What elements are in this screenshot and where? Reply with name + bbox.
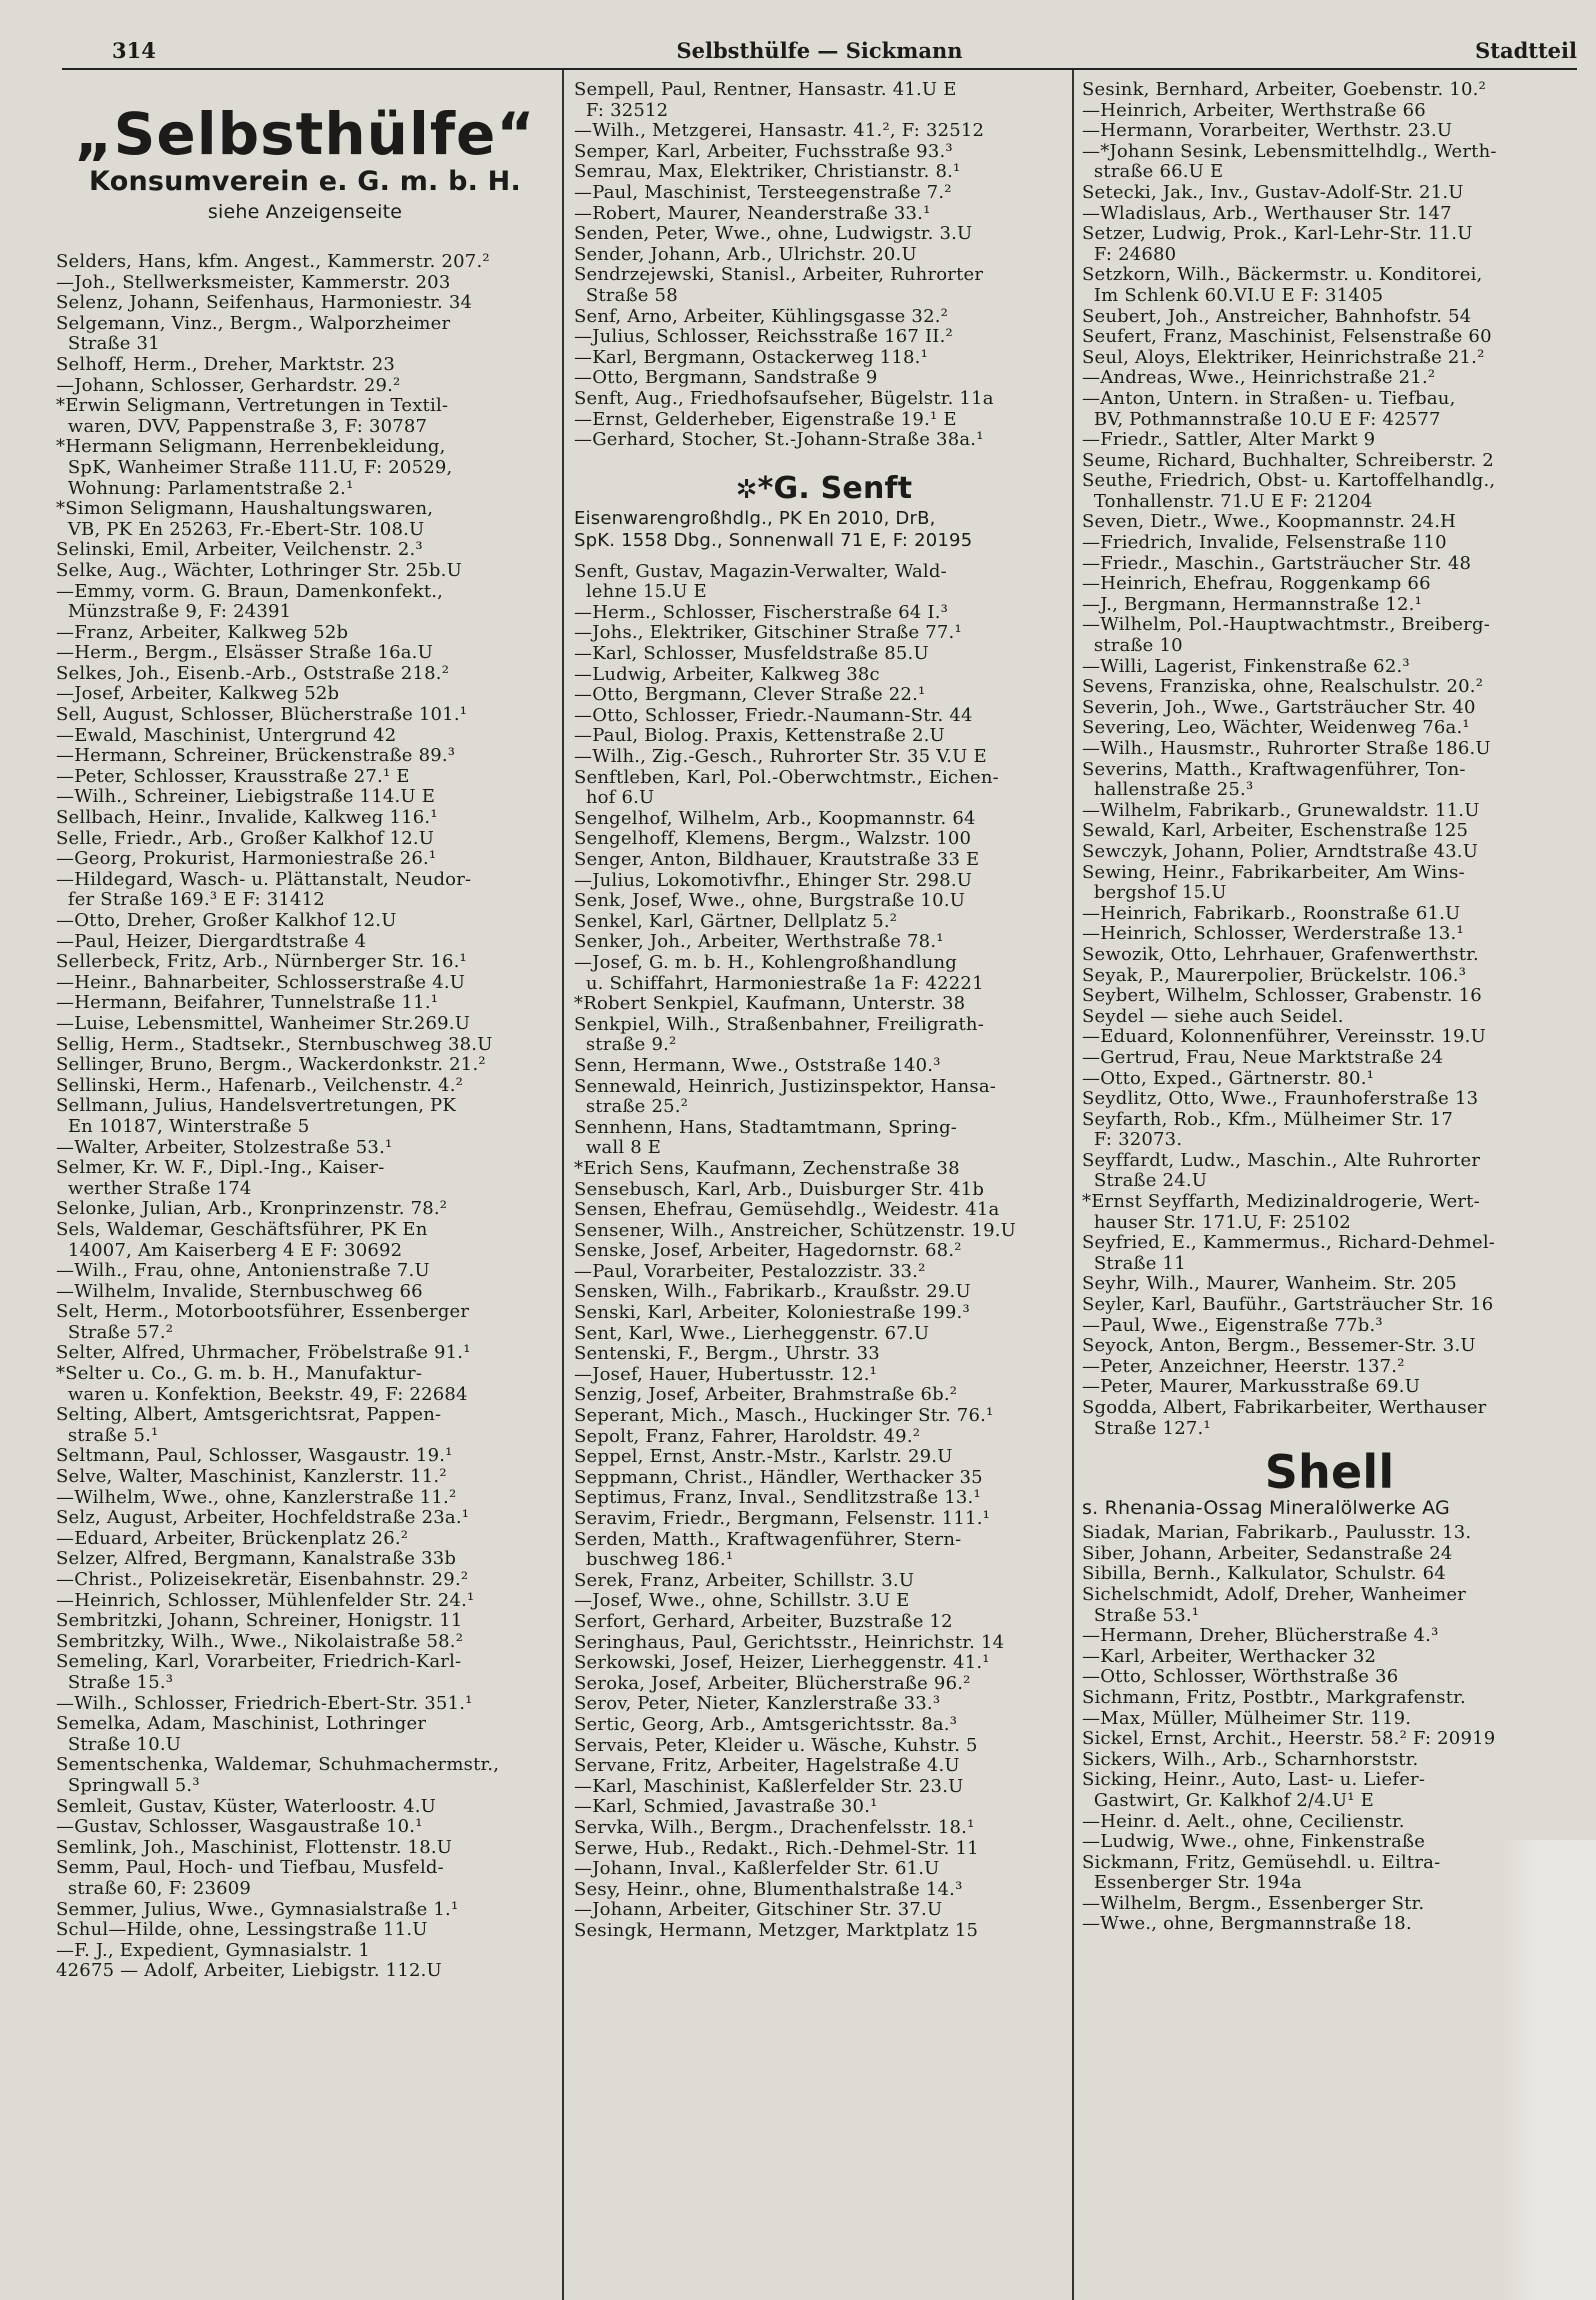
directory-entry: Serov, Peter, Nieter, Kanzlerstraße 33.³ — [574, 1694, 941, 1715]
directory-entry: Setzkorn, Wilh., Bäckermstr. u. Konditorei, — [1082, 265, 1483, 286]
directory-entry: —Otto, Schlosser, Wörthstraße 36 — [1082, 1667, 1399, 1688]
directory-entry: Severins, Matth., Kraftwagenführer, Ton- — [1082, 759, 1466, 780]
directory-entry: *Hermann Seligmann, Herrenbekleidung, — [56, 437, 446, 458]
directory-entry: —Gustav, Schlosser, Wasgaustraße 10.¹ — [56, 1817, 423, 1838]
directory-entry: Seroka, Josef, Arbeiter, Blücherstraße 96.² — [574, 1673, 971, 1694]
directory-entry: Sichelschmidt, Adolf, Dreher, Wanheimer — [1082, 1584, 1467, 1605]
column-divider — [562, 70, 564, 2300]
directory-entry: —Gertrud, Frau, Neue Marktstraße 24 — [1082, 1047, 1444, 1068]
directory-entry: —Herm., Schlosser, Fischerstraße 64 I.³ — [574, 602, 949, 623]
directory-entry: Severing, Leo, Wächter, Weidenweg 76a.¹ — [1082, 718, 1470, 739]
directory-entry: Senk, Josef, Wwe., ohne, Burgstraße 10.U — [574, 891, 966, 912]
directory-entry: F: 32073. — [1082, 1130, 1183, 1151]
directory-entry: Seyfried, E., Kammermus., Richard-Dehmel- — [1082, 1233, 1496, 1254]
directory-entry: Sementschenka, Waldemar, Schuhmachermstr., — [56, 1755, 500, 1776]
directory-entry: —Christ., Polizeisekretär, Eisenbahnstr. 29.² — [56, 1570, 469, 1590]
directory-entry: —Wilh., Zig.-Gesch., Ruhrorter Str. 35 V.U E — [574, 747, 987, 768]
directory-entry: —J., Bergmann, Hermannstraße 12.¹ — [1082, 594, 1423, 615]
directory-entry: —*Johann Sesink, Lebensmittelhdlg., Werth- — [1082, 141, 1497, 162]
directory-entry: —F. J., Expedient, Gymnasialstr. 1 — [56, 1940, 370, 1961]
directory-entry: —Julius, Schlosser, Reichsstraße 167 II.² — [574, 327, 953, 348]
directory-entry: Sellinski, Herm., Hafenarb., Veilchenstr. 4.² — [56, 1075, 464, 1096]
directory-entry: —Joh., Stellwerksmeister, Kammerstr. 203 — [56, 272, 451, 293]
directory-entry: —Wilh., Metzgerei, Hansastr. 41.², F: 32512 — [574, 121, 985, 142]
directory-entry: Semmer, Julius, Wwe., Gymnasialstraße 1.¹ — [56, 1899, 459, 1920]
directory-entry: —Wilhelm, Bergm., Essenberger Str. — [1082, 1893, 1425, 1914]
directory-entry: Seyfarth, Rob., Kfm., Mülheimer Str. 17 — [1082, 1109, 1454, 1130]
directory-entry: —Josef, Wwe., ohne, Schillstr. 3.U E — [574, 1591, 910, 1612]
directory-entry: straße 9.² — [574, 1035, 677, 1056]
directory-entry: En 10187, Winterstraße 5 — [56, 1116, 310, 1137]
directory-entry: —Josef, G. m. b. H., Kohlengroßhandlung — [574, 952, 958, 973]
column-2 — [574, 80, 1074, 1941]
directory-entry: hauser Str. 171.U, F: 25102 — [1082, 1212, 1351, 1233]
directory-entry: Selgemann, Vinz., Bergm., Walporzheimer — [56, 313, 451, 334]
directory-entry: Gastwirt, Gr. Kalkhof 2/4.U¹ E — [1082, 1790, 1374, 1811]
directory-entry: —Karl, Maschinist, Kaßlerfelder Str. 23.U — [574, 1776, 964, 1797]
directory-entry: Sellig, Herm., Stadtsekr., Sternbuschweg 38.U — [56, 1034, 493, 1055]
directory-entry: —Otto, Bergmann, Clever Straße 22.¹ — [574, 685, 926, 706]
directory-entry: Senske, Josef, Arbeiter, Hagedornstr. 68.² — [574, 1241, 962, 1262]
directory-entry: Septimus, Franz, Inval., Sendlitzstraße 13.¹ — [574, 1488, 981, 1509]
directory-entry: Straße 11 — [1082, 1253, 1186, 1274]
directory-entry: Seppmann, Christ., Händler, Werthacker 35 — [574, 1467, 983, 1488]
directory-entry: —Friedr., Maschin., Gartsträucher Str. 48 — [1082, 553, 1472, 574]
directory-entry: —Wilhelm, Invalide, Sternbuschweg 66 — [56, 1281, 423, 1302]
directory-entry: —Peter, Maurer, Markusstraße 69.U — [1082, 1377, 1421, 1398]
directory-entry: Sensener, Wilh., Anstreicher, Schützenstr. 19.U — [574, 1220, 1017, 1241]
directory-entry: Senkpiel, Wilh., Straßenbahner, Freiligrath- — [574, 1014, 984, 1035]
directory-entry: Sellinger, Bruno, Bergm., Wackerdonkstr. 21.² — [56, 1055, 486, 1076]
directory-entry: SpK, Wanheimer Straße 111.U, F: 20529, — [56, 457, 453, 478]
directory-entry: Seyffardt, Ludw., Maschin., Alte Ruhrorter — [1082, 1150, 1481, 1171]
directory-entry: Selle, Friedr., Arb., Großer Kalkhof 12.U — [56, 828, 435, 849]
torn-page-edge — [1500, 1840, 1596, 2300]
directory-entry: —Heinrich, Ehefrau, Roggenkamp 66 — [1082, 574, 1431, 595]
directory-entry: —Peter, Schlosser, Krausstraße 27.¹ E — [56, 766, 410, 787]
directory-entry: Seltmann, Paul, Schlosser, Wasgaustr. 19.¹ — [56, 1446, 453, 1467]
directory-entry: waren u. Konfektion, Beekstr. 49, F: 22684 — [56, 1384, 468, 1405]
directory-entry: —Luise, Lebensmittel, Wanheimer Str.269.U — [56, 1013, 471, 1034]
directory-entry: Sewozik, Otto, Lehrhauer, Grafenwerthstr. — [1082, 944, 1479, 965]
decorative-ornament-icon: ✲ — [735, 474, 758, 505]
directory-entry: Setecki, Jak., Inv., Gustav-Adolf-Str. 21.U — [1082, 182, 1464, 203]
directory-entry: Semlink, Joh., Maschinist, Flottenstr. 18.U — [56, 1837, 453, 1858]
directory-entry: VB, PK En 25263, Fr.-Ebert-Str. 108.U — [56, 519, 425, 540]
directory-entry: Selz, August, Arbeiter, Hochfeldstraße 23a.¹ — [56, 1508, 470, 1529]
directory-entry: Sensken, Wilh., Fabrikarb., Kraußstr. 29.U — [574, 1282, 971, 1303]
directory-entry: Seufert, Franz, Maschinist, Felsenstraße 60 — [1082, 327, 1492, 348]
directory-entry: u. Schiffahrt, Harmoniestraße 1a F: 42221 — [574, 973, 984, 994]
directory-entry: —Robert, Maurer, Neanderstraße 33.¹ — [574, 203, 931, 224]
directory-entry: —Friedr., Sattler, Alter Markt 9 — [1082, 430, 1376, 451]
directory-entry: Sertic, Georg, Arb., Amtsgerichtsstr. 8a.³ — [574, 1714, 958, 1735]
directory-entry: —Hermann, Vorarbeiter, Werthstr. 23.U — [1082, 121, 1453, 142]
directory-entry: Seyler, Karl, Bauführ., Gartsträucher Str. 16 — [1082, 1295, 1494, 1316]
directory-entry: Selke, Aug., Wächter, Lothringer Str. 25b.U — [56, 560, 462, 581]
directory-entry: —Wwe., ohne, Bergmannstraße 18. — [1082, 1914, 1412, 1935]
directory-entry: Sels, Waldemar, Geschäftsführer, PK En — [56, 1219, 428, 1240]
directory-entry: *Simon Seligmann, Haushaltungswaren, — [56, 499, 434, 520]
directory-entry: Serkowski, Josef, Heizer, Lierheggenstr. 41.¹ — [574, 1653, 990, 1674]
directory-entry: BV, Pothmannstraße 10.U E F: 42577 — [1082, 409, 1441, 430]
directory-entry: Senft, Aug., Friedhofsaufseher, Bügelstr. 11a — [574, 388, 994, 409]
directory-entry: —Ernst, Gelderheber, Eigenstraße 19.¹ E — [574, 409, 957, 430]
page-title: Selbsthülfe — Sickmann — [676, 38, 963, 63]
directory-entry: Sennewald, Heinrich, Justizinspektor, Hansa- — [574, 1076, 997, 1097]
directory-entry: straße 60, F: 23609 — [56, 1878, 252, 1899]
directory-entry: Sgodda, Albert, Fabrikarbeiter, Werthauser — [1082, 1398, 1487, 1418]
directory-entry: —Johs., Elektriker, Gitschiner Straße 77.¹ — [574, 623, 962, 644]
directory-entry: Sell, August, Schlosser, Blücherstraße 101.¹ — [56, 705, 468, 726]
directory-entry: Selve, Walter, Maschinist, Kanzlerstr. 11.² — [56, 1467, 447, 1488]
directory-entry: Selmer, Kr. W. F., Dipl.-Ing., Kaiser- — [56, 1158, 385, 1179]
directory-entry: —Ludwig, Arbeiter, Kalkweg 38c — [574, 664, 880, 685]
directory-entry: —Heinrich, Fabrikarb., Roonstraße 61.U — [1082, 903, 1461, 924]
directory-entry: —Anton, Untern. in Straßen- u. Tiefbau, — [1082, 388, 1456, 409]
directory-entry: Senf, Arno, Arbeiter, Kühlingsgasse 32.² — [574, 306, 949, 327]
directory-entry: Selt, Herm., Motorbootsführer, Essenberger — [56, 1302, 470, 1323]
directory-entry: Sempell, Paul, Rentner, Hansastr. 41.U E — [574, 80, 957, 100]
directory-entry: Seyak, P., Maurerpolier, Brückelstr. 106.³ — [1082, 965, 1467, 986]
directory-entry: —Johann, Arbeiter, Gitschiner Str. 37.U — [574, 1900, 943, 1921]
directory-entry: —Gerhard, Stocher, St.-Johann-Straße 38a.¹ — [574, 430, 984, 451]
directory-entry: Sennhenn, Hans, Stadtamtmann, Spring- — [574, 1117, 958, 1138]
shell-advert — [1082, 1447, 1577, 1519]
directory-entry: Senn, Hermann, Wwe., Oststraße 140.³ — [574, 1055, 941, 1076]
directory-entry: —Karl, Arbeiter, Werthacker 32 — [1082, 1646, 1377, 1667]
directory-entry: Sibilla, Bernh., Kalkulator, Schulstr. 64 — [1082, 1564, 1446, 1585]
directory-entry: Servane, Fritz, Arbeiter, Hagelstraße 4.U — [574, 1756, 960, 1777]
directory-entry: Sesy, Heinr., ohne, Blumenthalstraße 14.³ — [574, 1879, 963, 1900]
directory-entry: —Julius, Lokomotivfhr., Ehinger Str. 298.U — [574, 870, 973, 891]
page-header — [62, 38, 1577, 66]
directory-entry: Straße 127.¹ — [1082, 1418, 1211, 1439]
directory-entry: Im Schlenk 60.VI.U E F: 31405 — [1082, 285, 1384, 306]
section-label: Stadtteil — [1475, 38, 1577, 63]
column-1 — [56, 80, 554, 1982]
directory-entry: Straße 15.³ — [56, 1672, 174, 1693]
directory-entry: Seybert, Wilhelm, Schlosser, Grabenstr. 16 — [1082, 986, 1482, 1007]
directory-entry: Severin, Joh., Wwe., Gartsträucher Str. 40 — [1082, 697, 1476, 718]
directory-entry: —Heinrich, Schlosser, Mühlenfelder Str. 24.¹ — [56, 1590, 475, 1611]
directory-entry: Seubert, Joh., Anstreicher, Bahnhofstr. 54 — [1082, 306, 1472, 327]
directory-entry: waren, DVV, Pappenstraße 3, F: 30787 — [56, 416, 428, 437]
directory-entry: wall 8 E — [574, 1138, 662, 1159]
directory-entry: —Paul, Heizer, Diergardtstraße 4 — [56, 931, 367, 952]
directory-entry: —Paul, Maschinist, Tersteegenstraße 7.² — [574, 182, 952, 203]
directory-entry: —Johann, Schlosser, Gerhardstr. 29.² — [56, 375, 401, 396]
directory-entry: Sensen, Ehefrau, Gemüsehdlg., Weidestr. 41a — [574, 1200, 1000, 1221]
directory-entry: —Wilhelm, Pol.-Hauptwachtmstr., Breiberg- — [1082, 615, 1490, 636]
directory-entry: straße 66.U E — [1082, 162, 1224, 183]
directory-entry: —Hermann, Beifahrer, Tunnelstraße 11.¹ — [56, 993, 439, 1014]
directory-entry: —Karl, Schmied, Javastraße 30.¹ — [574, 1797, 878, 1818]
directory-entry: —Heinr. d. Aelt., ohne, Cecilienstr. — [1082, 1811, 1405, 1832]
directory-entry: —Paul, Vorarbeiter, Pestalozzistr. 33.² — [574, 1261, 926, 1282]
directory-entry: —Wilh., Schlosser, Friedrich-Ebert-Str. 351.¹ — [56, 1693, 473, 1714]
directory-entry: —Wilh., Schreiner, Liebigstraße 114.U E — [56, 787, 436, 808]
directory-entry: Sicking, Heinr., Auto, Last- u. Liefer- — [1082, 1770, 1426, 1791]
directory-entry: Seravim, Friedr., Bergmann, Felsenstr. 111.¹ — [574, 1509, 991, 1529]
directory-entry: Semrau, Max, Elektriker, Christianstr. 8.¹ — [574, 162, 961, 183]
directory-entry: Siber, Johann, Arbeiter, Sedanstraße 24 — [1082, 1543, 1453, 1564]
directory-entry: Sewing, Heinr., Fabrikarbeiter, Am Wins- — [1082, 862, 1465, 883]
directory-entry: Seume, Richard, Buchhalter, Schreiberstr. 2 — [1082, 450, 1494, 471]
directory-entry: —Otto, Dreher, Großer Kalkhof 12.U — [56, 911, 397, 931]
directory-entry: Servais, Peter, Kleider u. Wäsche, Kuhstr. 5 — [574, 1735, 978, 1756]
directory-entry: bergshof 15.U — [1082, 883, 1227, 904]
directory-entry: Essenberger Str. 194a — [1082, 1873, 1302, 1894]
directory-entry: lehne 15.U E — [574, 582, 707, 603]
directory-entry: —Otto, Exped., Gärtnerstr. 80.¹ — [1082, 1068, 1375, 1089]
directory-entry: Sengelhof, Wilhelm, Arb., Koopmannstr. 64 — [574, 808, 976, 829]
directory-entry: Straße 24.U — [1082, 1171, 1208, 1192]
directory-entry: Senden, Peter, Wwe., ohne, Ludwigstr. 3.U — [574, 224, 973, 245]
directory-entry: Selter, Alfred, Uhrmacher, Fröbelstraße 91.¹ — [56, 1343, 471, 1364]
directory-entry: Sensebusch, Karl, Arb., Duisburger Str. 41b — [574, 1179, 985, 1200]
directory-entry: Senker, Joh., Arbeiter, Werthstraße 78.¹ — [574, 932, 944, 953]
directory-entry: Senski, Karl, Arbeiter, Koloniestraße 199.³ — [574, 1303, 970, 1324]
directory-entry: Tonhallenstr. 71.U E F: 21204 — [1082, 491, 1373, 512]
directory-entry: —Georg, Prokurist, Harmoniestraße 26.¹ — [56, 849, 437, 870]
entries-col2a — [574, 80, 1074, 451]
directory-entry: fer Straße 169.³ E F: 31412 — [56, 890, 325, 911]
directory-entry: Serfort, Gerhard, Arbeiter, Buzstraße 12 — [574, 1611, 953, 1632]
directory-entry: *Erich Sens, Kaufmann, Zechenstraße 38 — [574, 1158, 960, 1179]
directory-entry: —Andreas, Wwe., Heinrichstraße 21.² — [1082, 368, 1436, 389]
directory-entry: Sickers, Wilh., Arb., Scharnhorststr. — [1082, 1749, 1419, 1770]
directory-entry: —Hermann, Schreiner, Brückenstraße 89.³ — [56, 746, 456, 767]
directory-entry: Sickel, Ernst, Archit., Heerstr. 58.² F: 20919 — [1082, 1729, 1496, 1750]
directory-entry: —Wilhelm, Fabrikarb., Grunewaldstr. 11.U — [1082, 800, 1480, 821]
directory-entry: —Herm., Bergm., Elsässer Straße 16a.U — [56, 643, 433, 664]
directory-entry: Senger, Anton, Bildhauer, Krautstraße 33 E — [574, 850, 980, 870]
directory-entry: Seperant, Mich., Masch., Huckinger Str. 76.¹ — [574, 1406, 994, 1427]
entries-col3a — [1082, 80, 1577, 1439]
directory-entry: Seul, Aloys, Elektriker, Heinrichstraße 21.² — [1082, 347, 1485, 368]
directory-entry: Serwe, Hub., Redakt., Rich.-Dehmel-Str. 11 — [574, 1838, 979, 1859]
directory-entry: Siadak, Marian, Fabrikarb., Paulusstr. 13. — [1082, 1523, 1472, 1544]
advert-reference: siehe Anzeigenseite — [207, 201, 403, 223]
directory-entry: F: 24680 — [1082, 244, 1177, 265]
directory-entry: Sendrzejewski, Stanisl., Arbeiter, Ruhrorter — [574, 265, 984, 286]
directory-entry: —Ludwig, Wwe., ohne, Finkenstraße — [1082, 1832, 1426, 1853]
directory-entry: Seyhr, Wilh., Maurer, Wanheim. Str. 205 — [1082, 1274, 1457, 1295]
directory-entry: —Heinr., Bahnarbeiter, Schlosserstraße 4.U — [56, 972, 466, 993]
directory-entry: Servka, Wilh., Bergm., Drachenfelsstr. 18.¹ — [574, 1817, 975, 1838]
directory-entry: Senft, Gustav, Magazin-Verwalter, Wald- — [574, 561, 947, 582]
directory-entry: —Wladislaus, Arb., Werthauser Str. 147 — [1082, 203, 1452, 224]
directory-entry: Sellbach, Heinr., Invalide, Kalkweg 116.¹ — [56, 808, 438, 829]
directory-entry: —Willi, Lagerist, Finkenstraße 62.³ — [1082, 656, 1410, 677]
directory-entry: Semleit, Gustav, Küster, Waterloostr. 4.U — [56, 1796, 437, 1817]
directory-entry: Selkes, Joh., Eisenb.-Arb., Oststraße 218.² — [56, 663, 450, 684]
directory-entry: Semelka, Adam, Maschinist, Lothringer — [56, 1714, 427, 1735]
directory-entry: —Josef, Hauer, Hubertusstr. 12.¹ — [574, 1364, 878, 1385]
directory-entry: Schul—Hilde, ohne, Lessingstraße 11.U — [56, 1920, 428, 1941]
directory-entry: Senkel, Karl, Gärtner, Dellplatz 5.² — [574, 911, 898, 932]
directory-entry: Sent, Karl, Wwe., Lierheggenstr. 67.U — [574, 1323, 930, 1344]
advert-name: *G. Senft — [757, 470, 913, 506]
advert-line: s. Rhenania-Ossag Mineralölwerke AG — [1082, 1497, 1450, 1520]
entries-col2b — [574, 562, 1074, 1942]
directory-entry: —Josef, Arbeiter, Kalkweg 52b — [56, 684, 340, 705]
directory-entry: —Eduard, Arbeiter, Brückenplatz 26.² — [56, 1528, 409, 1549]
column-3 — [1082, 80, 1577, 1935]
directory-entry: —Ewald, Maschinist, Untergrund 42 — [56, 725, 397, 746]
directory-entry: Sembritzki, Johann, Schreiner, Honigstr. 11 — [56, 1611, 463, 1632]
directory-entry: straße 5.¹ — [56, 1425, 159, 1446]
directory-entry: hallenstraße 25.³ — [1082, 780, 1254, 801]
directory-entry: —Peter, Anzeichner, Heerstr. 137.² — [1082, 1356, 1405, 1377]
directory-entry: Sembritzky, Wilh., Wwe., Nikolaistraße 58.² — [56, 1631, 464, 1652]
directory-entry: Wohnung: Parlamentstraße 2.¹ — [56, 478, 354, 499]
directory-entry: Sewczyk, Johann, Polier, Arndtstraße 43.U — [1082, 841, 1479, 862]
directory-entry: Seydel — siehe auch Seidel. — [1082, 1006, 1344, 1027]
directory-entry: —Wilhelm, Wwe., ohne, Kanzlerstraße 11.² — [56, 1487, 457, 1508]
directory-entry: —Hermann, Dreher, Blücherstraße 4.³ — [1082, 1626, 1439, 1647]
directory-entry: Sellmann, Julius, Handelsvertretungen, PK — [56, 1096, 457, 1117]
directory-entry: —Johann, Inval., Kaßlerfelder Str. 61.U — [574, 1859, 940, 1880]
directory-entry: Seydlitz, Otto, Wwe., Fraunhoferstraße 13 — [1082, 1089, 1479, 1110]
directory-entry: Selenz, Johann, Seifenhaus, Harmoniestr. 34 — [56, 293, 473, 314]
directory-entry: 42675 — Adolf, Arbeiter, Liebigstr. 112.U — [56, 1961, 442, 1982]
directory-entry: F: 32512 — [574, 100, 669, 121]
directory-entry: Serden, Matth., Kraftwagenführer, Stern- — [574, 1529, 962, 1550]
directory-entry: Straße 10.U — [56, 1734, 182, 1755]
directory-entry: 14007, Am Kaiserberg 4 E F: 30692 — [56, 1240, 403, 1261]
directory-entry: Straße 58 — [574, 285, 678, 306]
directory-entry: Selinski, Emil, Arbeiter, Veilchenstr. 2.³ — [56, 540, 423, 561]
directory-entry: Sevens, Franziska, ohne, Realschulstr. 20.² — [1082, 677, 1484, 698]
directory-entry: —Karl, Schlosser, Musfeldstraße 85.U — [574, 644, 929, 665]
directory-entry: —Franz, Arbeiter, Kalkweg 52b — [56, 622, 349, 643]
directory-entry: buschweg 186.¹ — [574, 1550, 734, 1571]
directory-entry: —Paul, Biolog. Praxis, Kettenstraße 2.U — [574, 726, 945, 747]
directory-entry: Senzig, Josef, Arbeiter, Brahmstraße 6b.² — [574, 1385, 958, 1406]
directory-entry: —Heinrich, Arbeiter, Werthstraße 66 — [1082, 100, 1426, 121]
directory-entry: Sellerbeck, Fritz, Arb., Nürnberger Str. 16.¹ — [56, 952, 467, 973]
directory-entry: Springwall 5.³ — [56, 1775, 200, 1796]
directory-entry: —Wilh., Frau, ohne, Antonienstraße 7.U — [56, 1261, 430, 1282]
directory-entry: straße 25.² — [574, 1097, 689, 1118]
advert-line: Eisenwarengroßhdlg., PK En 2010, DrB, — [574, 507, 936, 529]
advert-subtitle: Konsumverein e. G. m. b. H. — [89, 166, 521, 197]
directory-entry: Seyock, Anton, Bergm., Bessemer-Str. 3.U — [1082, 1336, 1476, 1357]
directory-entry: Sichmann, Fritz, Postbtr., Markgrafenstr. — [1082, 1687, 1466, 1708]
directory-entry: Sepolt, Franz, Fahrer, Haroldstr. 49.² — [574, 1426, 921, 1447]
directory-entry: Straße 31 — [56, 334, 160, 355]
directory-entry: Seringhaus, Paul, Gerichtsstr., Heinrichstr. 14 — [574, 1632, 1005, 1653]
directory-entry: Semeling, Karl, Vorarbeiter, Friedrich-Karl- — [56, 1652, 462, 1673]
directory-entry: Selzer, Alfred, Bergmann, Kanalstraße 33b — [56, 1549, 457, 1570]
directory-entry: *Erwin Seligmann, Vertretungen in Textil- — [56, 396, 449, 417]
directory-entry: Seven, Dietr., Wwe., Koopmannstr. 24.H — [1082, 512, 1457, 533]
directory-entry: Sesink, Bernhard, Arbeiter, Goebenstr. 10.² — [1082, 80, 1487, 100]
directory-entry: werther Straße 174 — [56, 1178, 252, 1199]
directory-entry: Sickmann, Fritz, Gemüsehdl. u. Eiltra- — [1082, 1852, 1441, 1873]
header-rule — [62, 68, 1577, 70]
directory-entry: Semm, Paul, Hoch- und Tiefbau, Musfeld- — [56, 1858, 444, 1879]
directory-entry: —Max, Müller, Mülheimer Str. 119. — [1082, 1708, 1412, 1729]
directory-entry: Seuthe, Friedrich, Obst- u. Kartoffelhandlg., — [1082, 471, 1496, 492]
directory-entry: —Hildegard, Wasch- u. Plättanstalt, Neudor- — [56, 869, 472, 890]
advert-title: Shell — [1264, 1445, 1395, 1500]
page-number: 314 — [112, 38, 156, 63]
advert-title — [574, 471, 1074, 508]
directory-entry: Straße 53.¹ — [1082, 1605, 1200, 1626]
directory-entry: Sesingk, Hermann, Metzger, Marktplatz 15 — [574, 1920, 979, 1941]
directory-entry: —Karl, Bergmann, Ostackerweg 118.¹ — [574, 347, 929, 368]
senft-advert — [574, 471, 1074, 552]
directory-entry: —Wilh., Hausmstr., Ruhrorter Straße 186.U — [1082, 739, 1491, 759]
directory-entry: Selders, Hans, kfm. Angest., Kammerstr. 207.² — [56, 252, 490, 272]
directory-entry: Senftleben, Karl, Pol.-Oberwchtmstr., Eichen- — [574, 767, 999, 788]
directory-entry: Serek, Franz, Arbeiter, Schillstr. 3.U — [574, 1570, 915, 1591]
directory-entry: Sender, Johann, Arb., Ulrichstr. 20.U — [574, 244, 917, 265]
directory-entry: —Paul, Wwe., Eigenstraße 77b.³ — [1082, 1315, 1383, 1336]
directory-entry: Selonke, Julian, Arb., Kronprinzenstr. 78.² — [56, 1199, 448, 1220]
advert-title: „Selbsthülfe“ — [74, 100, 536, 168]
directory-entry: —Emmy, vorm. G. Braun, Damenkonfekt., — [56, 581, 444, 602]
directory-entry: Sentenski, F., Bergm., Uhrstr. 33 — [574, 1344, 880, 1365]
directory-entry: straße 10 — [1082, 636, 1183, 657]
directory-entry: —Walter, Arbeiter, Stolzestraße 53.¹ — [56, 1137, 393, 1158]
directory-entry: —Friedrich, Invalide, Felsenstraße 110 — [1082, 533, 1447, 554]
directory-entry: —Heinrich, Schlosser, Werderstraße 13.¹ — [1082, 924, 1464, 945]
directory-entry: *Selter u. Co., G. m. b. H., Manufaktur- — [56, 1364, 423, 1385]
directory-entry: Sengelhoff, Klemens, Bergm., Walzstr. 100 — [574, 829, 972, 850]
selbsthuelfe-advert — [56, 102, 554, 252]
directory-entry: —Otto, Schlosser, Friedr.-Naumann-Str. 44 — [574, 705, 973, 726]
directory-entry: *Robert Senkpiel, Kaufmann, Unterstr. 38 — [574, 994, 966, 1015]
directory-entry: Selting, Albert, Amtsgerichtsrat, Pappen- — [56, 1405, 442, 1426]
directory-entry: Straße 57.² — [56, 1322, 174, 1343]
advert-line: SpK. 1558 Dbg., Sonnenwall 71 E, F: 20195 — [574, 529, 973, 551]
directory-entry: Seppel, Ernst, Anstr.-Mstr., Karlstr. 29.U — [574, 1447, 953, 1468]
directory-entry: Sewald, Karl, Arbeiter, Eschenstraße 125 — [1082, 821, 1469, 842]
directory-entry: Münzstraße 9, F: 24391 — [56, 602, 292, 623]
directory-entry: Selhoff, Herm., Dreher, Marktstr. 23 — [56, 354, 396, 375]
directory-entry: Semper, Karl, Arbeiter, Fuchsstraße 93.³ — [574, 141, 953, 162]
entries-col1 — [56, 252, 554, 1982]
directory-entry: —Eduard, Kolonnenführer, Vereinsstr. 19.U — [1082, 1027, 1486, 1048]
directory-entry: Setzer, Ludwig, Prok., Karl-Lehr-Str. 11.U — [1082, 224, 1473, 245]
directory-entry: *Ernst Seyffarth, Medizinaldrogerie, Wert- — [1082, 1192, 1480, 1213]
directory-entry: —Otto, Bergmann, Sandstraße 9 — [574, 368, 878, 389]
directory-entry: hof 6.U — [574, 788, 655, 809]
